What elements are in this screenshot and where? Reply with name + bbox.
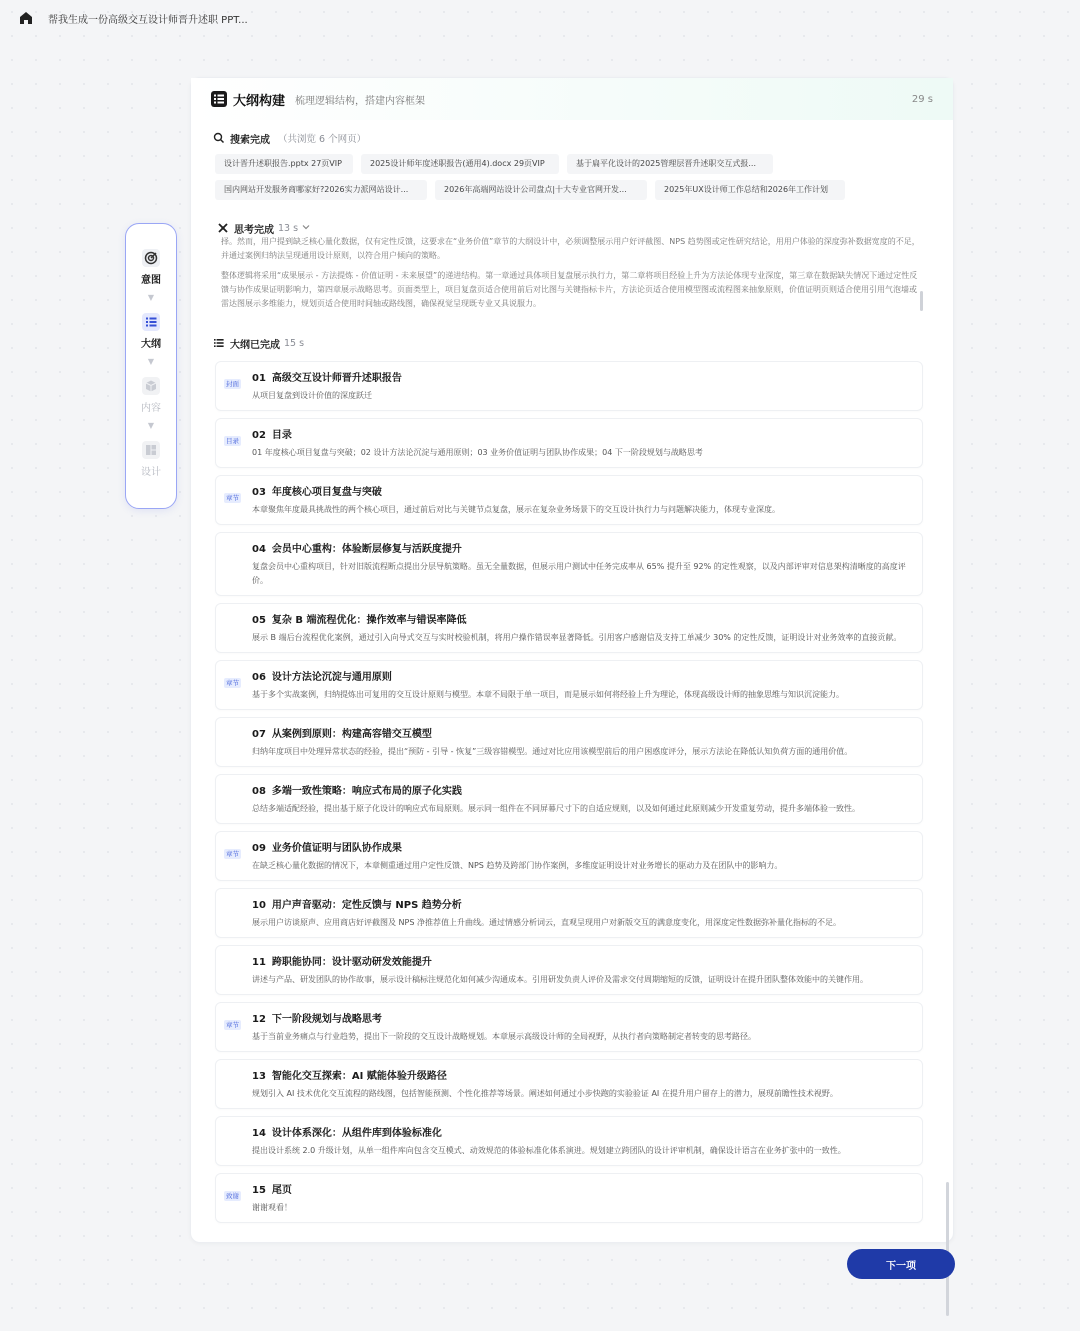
outline-item-number: 06 — [252, 672, 266, 683]
rail-arrow-icon: ▼ — [147, 293, 155, 302]
tag-slot — [224, 611, 248, 613]
outline-item[interactable] — [215, 888, 923, 938]
outline-item-body — [252, 1124, 912, 1158]
target-icon — [141, 248, 161, 268]
outline-item-number: 03 — [252, 487, 266, 498]
outline-item-description: 展示 B 端后台流程优化案例，通过引入向导式交互与实时校验机制，将用户操作错误率显著降低。引用客户感谢信及支持工单减少 30% 的定性反馈，证明设计对业务效率的直接贡献。 — [252, 633, 902, 642]
card-scrollbar[interactable] — [946, 1182, 949, 1316]
card-subtitle: 梳理逻辑结构，搭建内容框架 — [295, 95, 426, 107]
tag-slot — [224, 1124, 248, 1126]
outline-item-body — [252, 426, 912, 460]
outline-item-body — [252, 540, 912, 588]
page-type-badge: 封面 — [226, 380, 239, 388]
tag-slot — [224, 896, 248, 898]
outline-item-description: 基于当前业务痛点与行业趋势，提出下一阶段的交互设计战略规划。本章展示高级设计师的全局视野，从执行者向策略制定者转变的思考路径。 — [252, 1032, 756, 1041]
outline-item-title-text: 用户声音驱动：定性反馈与 NPS 趋势分析 — [271, 900, 462, 911]
outline-item-title-text: 设计体系深化：从组件库到体验标准化 — [271, 1128, 442, 1139]
outline-item-number: 08 — [252, 786, 266, 797]
outline-item[interactable] — [215, 603, 923, 653]
outline-item-body — [252, 953, 912, 987]
outline-item-title-text: 高级交互设计师晋升述职报告 — [271, 373, 402, 384]
outline-item-title-text: 会员中心重构：体验断层修复与活跃度提升 — [271, 544, 462, 555]
outline-card — [190, 77, 954, 1243]
outline-item[interactable] — [215, 1173, 923, 1223]
outline-item-description: 从项目复盘到设计价值的深度跃迁 — [252, 391, 372, 400]
outline-time: 15 s — [284, 337, 305, 349]
rail-step-outline[interactable] — [141, 312, 161, 350]
outline-item-number: 14 — [252, 1128, 266, 1139]
thinking-scrollbar[interactable] — [920, 291, 923, 311]
outline-item-number: 07 — [252, 729, 266, 740]
outline-item-title — [252, 725, 912, 740]
rail-step-content[interactable] — [141, 376, 161, 414]
outline-item-number: 11 — [252, 957, 266, 968]
outline-item-title-text: 多端一致性策略：响应式布局的原子化实践 — [271, 786, 462, 797]
elapsed-time: 29 s — [911, 93, 933, 105]
outline-item-title — [252, 839, 912, 854]
rail-arrow-icon: ▼ — [147, 421, 155, 430]
search-results — [191, 154, 953, 200]
outline-item[interactable] — [215, 418, 923, 468]
outline-item-description: 本章聚焦年度最具挑战性的两个核心项目，通过前后对比与关键节点复盘，展示在复杂业务场景下的交互设计执行力与问题解决能力，体现专业深度。 — [252, 505, 780, 514]
outline-item-description: 在缺乏核心量化数据的情况下，本章侧重通过用户定性反馈、NPS 趋势及跨部门协作案例，多维度证明设计对业务增长的驱动力及在团队中的影响力。 — [252, 861, 783, 870]
top-bar — [0, 0, 1080, 36]
outline-item-title — [252, 782, 912, 797]
outline-item-number: 13 — [252, 1071, 266, 1082]
rail-step-design[interactable] — [141, 440, 161, 478]
outline-item-title — [252, 953, 912, 968]
outline-item-body — [252, 782, 912, 816]
outline-item-title — [252, 483, 912, 498]
outline-item-number: 10 — [252, 900, 266, 911]
outline-item-title-text: 目录 — [271, 430, 292, 441]
outline-item[interactable] — [215, 945, 923, 995]
outline-item-body — [252, 611, 912, 645]
outline-item[interactable] — [215, 1002, 923, 1052]
search-result-chip[interactable]: 2025设计师年度述职报告(通用4).docx 29页VIP — [361, 154, 559, 174]
outline-item[interactable] — [215, 831, 923, 881]
page-type-badge: 致谢 — [226, 1192, 239, 1200]
outline-item-title-text: 智能化交互探索：AI 赋能体验升级路径 — [271, 1071, 447, 1082]
outline-title: 大纲已完成 — [230, 339, 280, 351]
layout-icon — [141, 440, 161, 460]
step-rail — [125, 223, 177, 509]
tag-slot — [224, 782, 248, 784]
outline-item-number: 04 — [252, 544, 266, 555]
outline-item-description: 谢谢观看！ — [252, 1203, 292, 1212]
search-result-chip[interactable]: 设计晋升述职报告.pptx 27页VIP — [215, 154, 353, 174]
outline-item-title-text: 复杂 B 端流程优化：操作效率与错误率降低 — [271, 615, 467, 626]
tag-slot — [224, 953, 248, 955]
outline-item-description: 规划引入 AI 技术优化交互流程的路线图，包括智能预测、个性化推荐等场景。阐述如何通过小步快跑的实验验证 AI 在提升用户留存上的潜力，展现前瞻性技术视野。 — [252, 1089, 838, 1098]
chevron-down-icon[interactable] — [302, 223, 310, 234]
rail-arrow-icon: ▼ — [147, 357, 155, 366]
outline-item-body — [252, 1181, 912, 1215]
outline-item-title — [252, 1010, 912, 1025]
outline-icon — [211, 91, 227, 107]
outline-item-title-text: 年度核心项目复盘与突破 — [271, 487, 382, 498]
search-section-header — [191, 128, 953, 148]
outline-item-title-text: 业务价值证明与团队协作成果 — [271, 843, 402, 854]
tag-slot — [224, 483, 248, 504]
rail-step-label: 内容 — [141, 403, 161, 414]
outline-item[interactable] — [215, 1059, 923, 1109]
outline-item-number: 05 — [252, 615, 266, 626]
search-result-chip[interactable]: 国内网站开发服务商哪家好?2026实力派网站设计... — [215, 180, 427, 200]
outline-item-description: 讲述与产品、研发团队的协作故事，展示设计稿标注规范化如何减少沟通成本。引用研发负责人评价及需求交付周期缩短的反馈，证明设计在提升团队整体效能中的关键作用。 — [252, 975, 868, 984]
tag-slot — [224, 1067, 248, 1069]
next-button[interactable]: 下一项 — [847, 1249, 955, 1279]
tag-slot — [224, 540, 248, 542]
page-type-badge: 章节 — [226, 494, 239, 502]
tag-slot — [224, 369, 248, 390]
outline-item-title — [252, 540, 912, 555]
outline-item-body — [252, 1067, 912, 1101]
page-type-badge: 章节 — [226, 1021, 239, 1029]
tag-slot — [224, 1181, 248, 1202]
thinking-title: 思考完成 — [234, 224, 274, 236]
outline-item[interactable] — [215, 774, 923, 824]
thinking-paragraph: 整体逻辑将采用“成果展示 - 方法提炼 - 价值证明 - 未来展望”的递进结构。第一章通过具体项目复盘展示执行力，第二章将项目经验上升为方法论体现专业深度，第三章在数据缺失情况下通过定性反馈与协作成果证明影响力，第四章展示战略思考。页面类型上，项目复盘页适合使用前后对比图与关键指标卡片，方法论页适合使用模型图或流程图来抽象原则，价值证明页则适合使用引用气泡墙或雷达图展示多维能力，规划页适合使用时间轴或路线图，确保视觉呈现既专业又具说服力。 — [221, 271, 918, 308]
outline-item-body — [252, 668, 912, 702]
search-title: 搜索完成 — [230, 134, 270, 146]
outline-item-description: 展示用户访谈原声、应用商店好评截图及 NPS 净推荐值上升曲线。通过情感分析词云，直观呈现用户对新版交互的满意度变化，用深度定性数据弥补量化指标的不足。 — [252, 918, 841, 927]
tag-slot — [224, 839, 248, 860]
outline-item-title — [252, 426, 912, 441]
outline-item-description: 基于多个实战案例，归纳提炼出可复用的交互设计原则与模型。本章不局限于单一项目，而是展示如何将经验上升为理论，体现高级设计师的抽象思维与知识沉淀能力。 — [252, 690, 844, 699]
outline-item-title-text: 从案例到原则：构建高容错交互模型 — [271, 729, 432, 740]
rail-step-label: 意图 — [141, 275, 161, 286]
outline-item[interactable] — [215, 532, 923, 596]
list-icon — [141, 312, 161, 332]
outline-item-title — [252, 896, 912, 911]
page-type-badge: 章节 — [226, 850, 239, 858]
outline-item-description: 提出设计系统 2.0 升级计划，从单一组件库向包含交互模式、动效规范的体验标准化体系演进。规划建立跨团队的设计评审机制，确保设计语言在业务扩张中的一致性。 — [252, 1146, 846, 1155]
outline-item-description: 归纳年度项目中处理异常状态的经验，提出“预防 - 引导 - 恢复”三级容错模型。通过对比应用该模型前后的用户困惑度评分，展示方法论在降低认知负荷方面的通用价值。 — [252, 747, 853, 756]
outline-item-number: 01 — [252, 373, 266, 384]
outline-item-body — [252, 725, 912, 759]
thinking-content[interactable] — [221, 235, 923, 315]
outline-item-title — [252, 668, 912, 683]
search-meta: （共浏览 6 个网页） — [278, 134, 367, 145]
outline-item-title — [252, 369, 912, 384]
outline-item-title-text: 尾页 — [271, 1185, 292, 1196]
rail-step-label: 设计 — [141, 467, 161, 478]
search-result-chip[interactable]: 2026年高端网站设计公司盘点|十大专业官网开发... — [435, 180, 647, 200]
outline-item-title — [252, 611, 912, 626]
outline-item-description: 01 年度核心项目复盘与突破；02 设计方法论沉淀与通用原则；03 业务价值证明与团队协作成果；04 下一阶段规划与战略思考 — [252, 448, 703, 457]
outline-item-body — [252, 1010, 912, 1044]
outline-item-number: 15 — [252, 1185, 266, 1196]
outline-item-title — [252, 1067, 912, 1082]
tag-slot — [224, 426, 248, 447]
outline-item-title — [252, 1124, 912, 1139]
search-result-chip[interactable]: 基于扁平化设计的2025管理层晋升述职交互式报... — [567, 154, 773, 174]
home-icon[interactable] — [18, 10, 34, 26]
outline-item-title-text: 下一阶段规划与战略思考 — [271, 1014, 382, 1025]
sparkle-icon — [217, 222, 229, 234]
outline-item-description: 总结多端适配经验，提出基于原子化设计的响应式布局原则。展示同一组件在不同屏幕尺寸下的自适应规则，以及如何通过此原则减少开发重复劳动，提升多端体验一致性。 — [252, 804, 860, 813]
list-icon — [213, 337, 225, 349]
outline-item-title — [252, 1181, 912, 1196]
rail-step-label: 大纲 — [141, 339, 161, 350]
tag-slot — [224, 668, 248, 689]
outline-item-body — [252, 839, 912, 873]
outline-item-title-text: 跨职能协同：设计驱动研发效能提升 — [271, 957, 432, 968]
outline-item-description: 复盘会员中心重构项目，针对旧版流程断点提出分层导航策略。虽无全量数据，但展示用户测试中任务完成率从 65% 提升至 92% 的定性观察，以及内部评审对信息架构清晰度的高度评价。 — [252, 562, 906, 585]
outline-item-title-text: 设计方法论沉淀与通用原则 — [271, 672, 392, 683]
card-header — [191, 78, 953, 120]
outline-item[interactable] — [215, 717, 923, 767]
thinking-paragraph: 择。然而，用户提到缺乏核心量化数据，仅有定性反馈，这要求在“业务价值”章节的大纲设计中，必须调整展示用户好评截图、NPS 趋势图或定性研究结论，用用户体验的深度弥补数据宽度的不足，并通过案例归纳法呈现通用设计原则，以符合用户倾向的策略。 — [221, 237, 920, 260]
search-result-chip[interactable]: 2025年UX设计师工作总结和2026年工作计划 — [655, 180, 845, 200]
outline-item-body — [252, 369, 912, 403]
outline-list — [191, 361, 953, 1223]
outline-item-number: 09 — [252, 843, 266, 854]
thinking-time: 13 s — [278, 222, 299, 234]
outline-item-number: 12 — [252, 1014, 266, 1025]
page-type-badge: 目录 — [226, 437, 239, 445]
rail-step-intent[interactable] — [141, 248, 161, 286]
outline-item-body — [252, 483, 912, 517]
page-type-badge: 章节 — [226, 679, 239, 687]
tag-slot — [224, 725, 248, 727]
outline-item-number: 02 — [252, 430, 266, 441]
search-icon — [213, 132, 225, 144]
outline-item[interactable] — [215, 361, 923, 411]
outline-item[interactable] — [215, 660, 923, 710]
outline-item-body — [252, 896, 912, 930]
tag-slot — [224, 1010, 248, 1031]
conversation-title[interactable]: 帮我生成一份高级交互设计师晋升述职 PPT... — [48, 14, 248, 26]
cube-icon — [141, 376, 161, 396]
outline-section-header — [191, 333, 953, 353]
card-title: 大纲构建 — [233, 93, 286, 109]
outline-item[interactable] — [215, 1116, 923, 1166]
outline-item[interactable] — [215, 475, 923, 525]
